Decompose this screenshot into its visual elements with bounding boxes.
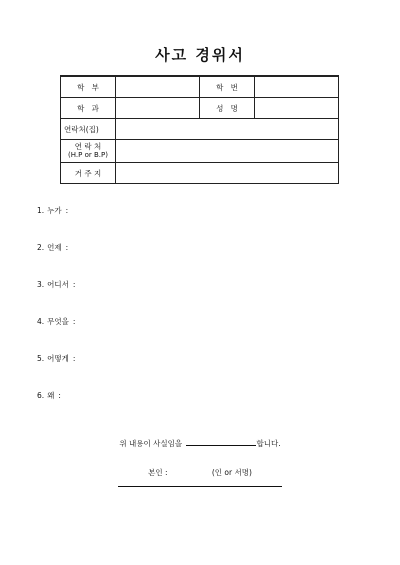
mobile-phone-label-main: 연 락 처 bbox=[74, 142, 102, 151]
home-phone-label: 연락처(집) bbox=[61, 119, 116, 140]
question-where bbox=[37, 279, 75, 290]
confirmation-text-before: 위 내용이 사실임을 bbox=[119, 439, 183, 448]
address-field[interactable] bbox=[116, 163, 339, 184]
table-row-mobile-phone bbox=[61, 140, 339, 163]
question-colon: : bbox=[72, 280, 76, 289]
signature-block bbox=[0, 467, 400, 478]
confirmation-blank[interactable] bbox=[186, 438, 256, 446]
address-label: 거 주 지 bbox=[61, 163, 116, 184]
question-number: 4. bbox=[37, 317, 45, 326]
question-number: 1. bbox=[37, 206, 45, 215]
signature-rule[interactable] bbox=[118, 486, 282, 487]
question-label: 무엇을 bbox=[47, 317, 69, 326]
mobile-phone-label-sub: (H.P or B.P) bbox=[68, 151, 108, 159]
question-when bbox=[37, 242, 68, 253]
confirmation-text-after: 합니다. bbox=[256, 439, 281, 448]
question-who bbox=[37, 205, 68, 216]
question-number: 3. bbox=[37, 280, 45, 289]
question-why bbox=[37, 390, 61, 401]
name-label: 성 명 bbox=[200, 98, 255, 119]
question-colon: : bbox=[72, 317, 76, 326]
question-how bbox=[37, 353, 75, 364]
signature-seal: (인 or 서명) bbox=[211, 468, 252, 477]
department-field[interactable] bbox=[116, 98, 200, 119]
question-colon: : bbox=[58, 391, 61, 400]
question-label: 어떻게 bbox=[47, 354, 69, 363]
question-colon: : bbox=[65, 206, 69, 215]
student-id-label: 학 번 bbox=[200, 76, 255, 98]
name-field[interactable] bbox=[255, 98, 339, 119]
question-what bbox=[37, 316, 75, 327]
question-label: 왜 bbox=[47, 391, 55, 400]
question-label: 누가 bbox=[47, 206, 62, 215]
question-number: 2. bbox=[37, 243, 45, 252]
personal-info-table bbox=[60, 75, 339, 184]
home-phone-field[interactable] bbox=[116, 119, 339, 140]
mobile-phone-field[interactable] bbox=[116, 140, 339, 163]
question-colon: : bbox=[72, 354, 76, 363]
question-number: 5. bbox=[37, 354, 45, 363]
department-label: 학 과 bbox=[61, 98, 116, 119]
table-row-division bbox=[61, 76, 339, 98]
division-label: 학 부 bbox=[61, 76, 116, 98]
student-id-field[interactable] bbox=[255, 76, 339, 98]
signature-label: 본인 : bbox=[148, 468, 168, 477]
document-title: 사고 경위서 bbox=[155, 46, 245, 64]
mobile-phone-label bbox=[61, 140, 116, 163]
division-field[interactable] bbox=[116, 76, 200, 98]
table-row-department bbox=[61, 98, 339, 119]
question-label: 어디서 bbox=[47, 280, 69, 289]
question-colon: : bbox=[65, 243, 69, 252]
question-label: 언제 bbox=[47, 243, 62, 252]
confirmation-statement bbox=[0, 438, 400, 449]
question-number: 6. bbox=[37, 391, 45, 400]
table-row-address bbox=[61, 163, 339, 184]
table-row-home-phone bbox=[61, 119, 339, 140]
